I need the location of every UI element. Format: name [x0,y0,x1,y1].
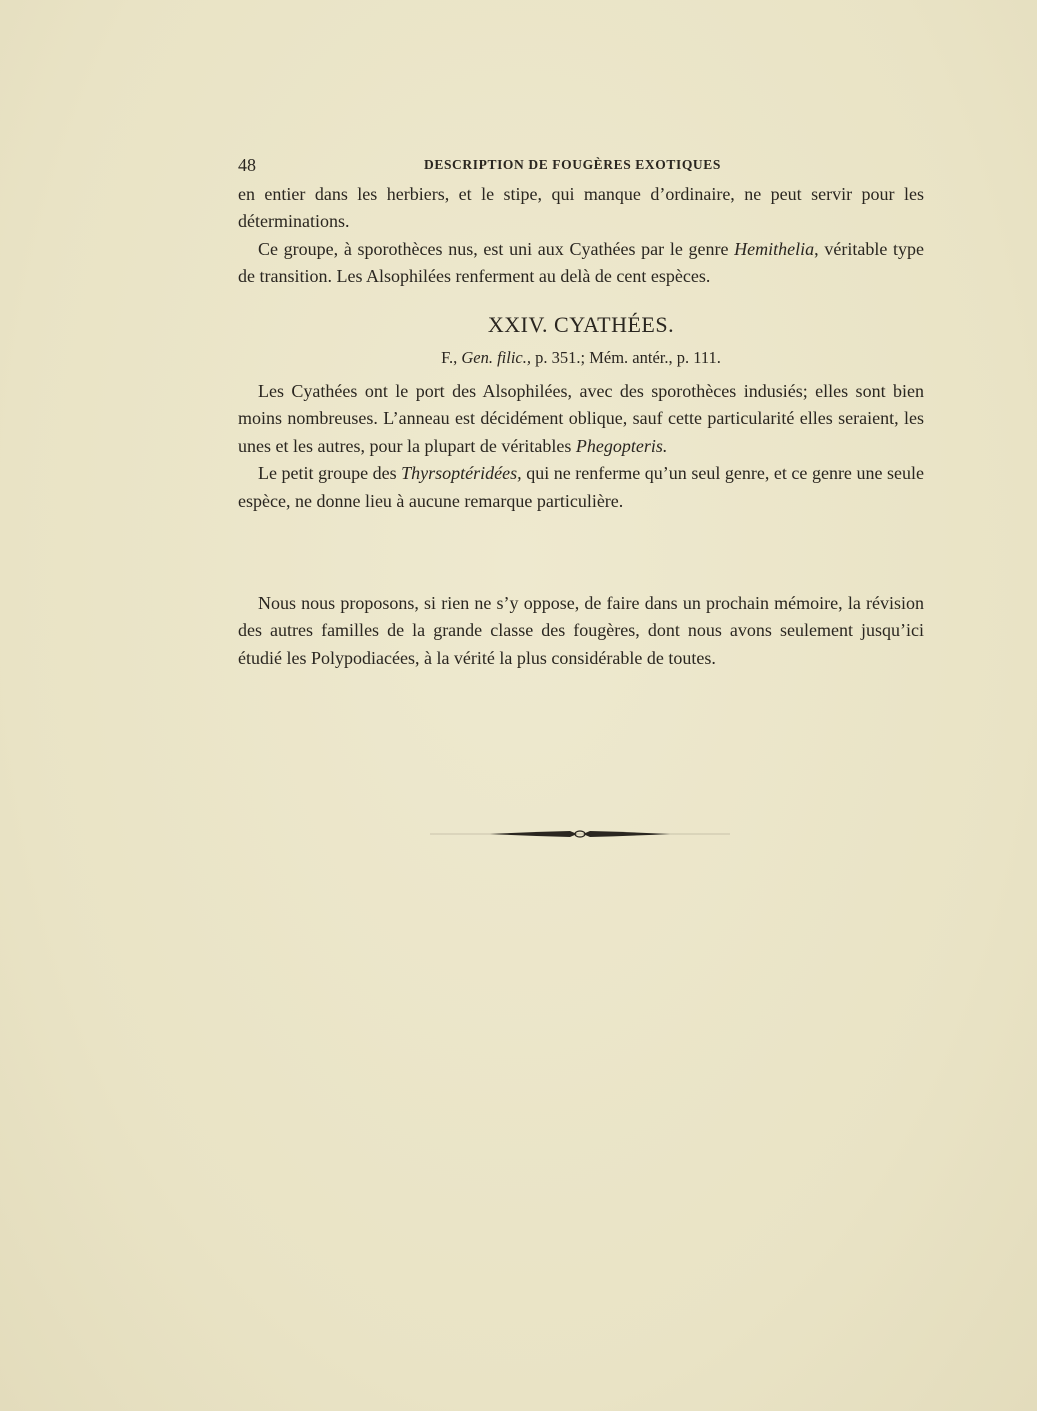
running-title: DESCRIPTION DE FOUGÈRES EXOTIQUES [424,157,721,172]
genus-name: Hemithelia [734,238,815,259]
group-name: Thyrsoptéridées, [401,463,522,484]
section-body [238,378,924,515]
closing-text-block [238,590,924,672]
section-reference [238,348,924,368]
paragraph-cyathees [238,378,924,460]
reference-work-title: Gen. filic., [461,348,531,367]
genus-name: Phegopteris. [575,435,668,456]
page-header [238,155,924,177]
paragraph-text: Les Cyathées ont le port des Alsophilées, avec des sporothèces indusiés; elles sont bien moins nombreuses. L’anneau est décidément oblique, sauf cette particularité elles seraient, les unes et les autres, pour la plupart de véritables [238,381,924,456]
section-title: XXIV. CYATHÉES. [487,312,675,337]
paragraph-hemithelia [238,236,924,291]
paragraph-thyrsopterides [238,460,924,515]
continued-text-block [238,181,924,291]
paragraph-text: qui ne renferme qu’un seul genre, et ce genre une seule espèce, ne donne lieu à aucune remarque particulière. [238,463,924,511]
paragraph-continuation [238,181,924,236]
paragraph-text: Ce groupe, à sporothèces nus, est uni aux Cyathées par le genre [258,238,735,259]
paragraph-text: , véritable type de transition. Les Alsophilées renferment au delà de cent espèces. [238,238,924,287]
end-ornament-rule-icon [430,826,730,842]
reference-text: F., [441,348,462,367]
reference-text: p. 351.; Mém. antér., p. 111. [531,348,721,367]
page-number: 48 [238,155,256,175]
paragraph-text: Le petit groupe des [258,463,402,484]
paragraph-text: Nous nous proposons, si rien ne s’y oppose, de faire dans un prochain mémoire, la révision des autres familles de la grande classe des fougères, dont nous avons seulement jusqu’ici étudié les Polypodiacées, à la vérité la plus considérable de toutes. [238,593,924,668]
paragraph-closing [238,590,924,672]
paragraph-text: en entier dans les herbiers, et le stipe, qui manque d’ordinaire, ne peut servir pour les déterminations. [238,184,924,232]
